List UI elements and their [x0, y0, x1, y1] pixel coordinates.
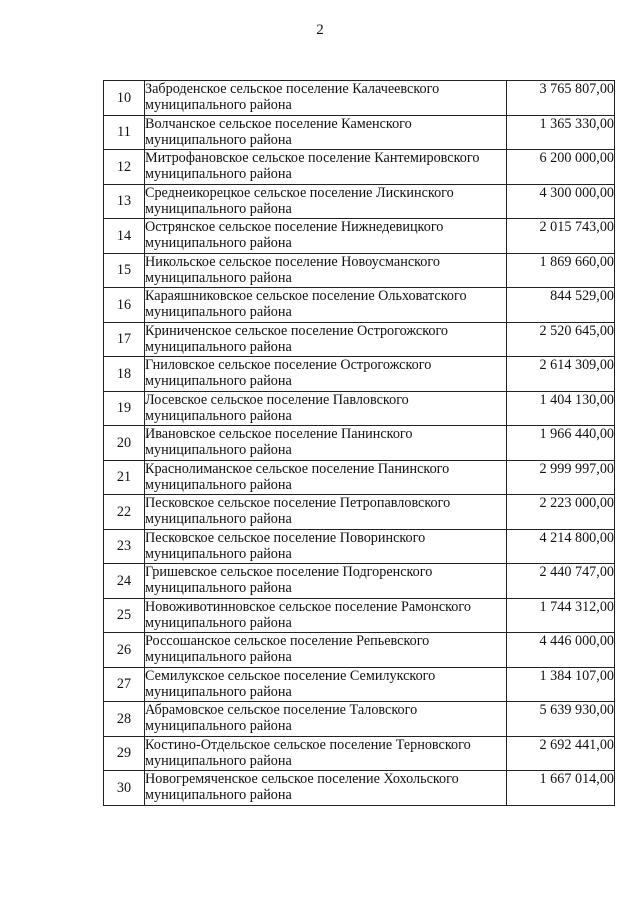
settlements-table [103, 80, 615, 806]
amount-value: 4 214 800,00 [507, 529, 615, 564]
row-number: 28 [104, 702, 145, 737]
amount-value: 2 440 747,00 [507, 564, 615, 599]
amount-value: 5 639 930,00 [507, 702, 615, 737]
table-row [104, 184, 615, 219]
row-number: 10 [104, 81, 145, 116]
row-number: 26 [104, 633, 145, 668]
row-number: 15 [104, 253, 145, 288]
settlement-name: Караяшниковское сельское поселение Ольховатского муниципального района [145, 288, 507, 323]
table-row [104, 253, 615, 288]
amount-value: 844 529,00 [507, 288, 615, 323]
row-number: 23 [104, 529, 145, 564]
table-row [104, 736, 615, 771]
settlement-name: Костино-Отдельское сельское поселение Терновского муниципального района [145, 736, 507, 771]
row-number: 30 [104, 771, 145, 806]
amount-value: 3 765 807,00 [507, 81, 615, 116]
settlement-name: Семилукское сельское поселение Семилукского муниципального района [145, 667, 507, 702]
amount-value: 4 446 000,00 [507, 633, 615, 668]
settlement-name: Абрамовское сельское поселение Таловского муниципального района [145, 702, 507, 737]
amount-value: 4 300 000,00 [507, 184, 615, 219]
table-body [104, 81, 615, 806]
settlement-name: Ивановское сельское поселение Панинского муниципального района [145, 426, 507, 461]
table-row [104, 529, 615, 564]
amount-value: 1 869 660,00 [507, 253, 615, 288]
settlement-name: Среднеикорецкое сельское поселение Лискинского муниципального района [145, 184, 507, 219]
row-number: 18 [104, 357, 145, 392]
table-row [104, 667, 615, 702]
row-number: 16 [104, 288, 145, 323]
settlement-name: Волчанское сельское поселение Каменского муниципального района [145, 115, 507, 150]
table-row [104, 322, 615, 357]
row-number: 29 [104, 736, 145, 771]
amount-value: 1 404 130,00 [507, 391, 615, 426]
settlement-name: Острянское сельское поселение Нижнедевицкого муниципального района [145, 219, 507, 254]
row-number: 24 [104, 564, 145, 599]
row-number: 19 [104, 391, 145, 426]
settlement-name: Краснолиманское сельское поселение Панинского муниципального района [145, 460, 507, 495]
row-number: 27 [104, 667, 145, 702]
table-row [104, 598, 615, 633]
settlement-name: Гришевское сельское поселение Подгоренского муниципального района [145, 564, 507, 599]
row-number: 12 [104, 150, 145, 185]
settlement-name: Гниловское сельское поселение Острогожского муниципального района [145, 357, 507, 392]
row-number: 13 [104, 184, 145, 219]
table-row [104, 357, 615, 392]
table-row [104, 702, 615, 737]
settlement-name: Лосевское сельское поселение Павловского муниципального района [145, 391, 507, 426]
table-row [104, 633, 615, 668]
amount-value: 2 015 743,00 [507, 219, 615, 254]
row-number: 11 [104, 115, 145, 150]
row-number: 21 [104, 460, 145, 495]
page-number: 2 [316, 22, 324, 38]
table-row [104, 219, 615, 254]
row-number: 17 [104, 322, 145, 357]
table-row [104, 426, 615, 461]
amount-value: 2 999 997,00 [507, 460, 615, 495]
row-number: 14 [104, 219, 145, 254]
amount-value: 1 365 330,00 [507, 115, 615, 150]
settlement-name: Песковское сельское поселение Поворинского муниципального района [145, 529, 507, 564]
amount-value: 1 667 014,00 [507, 771, 615, 806]
amount-value: 6 200 000,00 [507, 150, 615, 185]
table-row [104, 115, 615, 150]
table-row [104, 495, 615, 530]
table-row [104, 150, 615, 185]
row-number: 20 [104, 426, 145, 461]
settlement-name: Новогремяченское сельское поселение Хохольского муниципального района [145, 771, 507, 806]
settlement-name: Криниченское сельское поселение Острогожского муниципального района [145, 322, 507, 357]
amount-value: 1 384 107,00 [507, 667, 615, 702]
settlement-name: Россошанское сельское поселение Репьевского муниципального района [145, 633, 507, 668]
table-row [104, 81, 615, 116]
table-row [104, 460, 615, 495]
row-number: 22 [104, 495, 145, 530]
amount-value: 2 692 441,00 [507, 736, 615, 771]
settlement-name: Забродeнское сельское поселение Калачеевского муниципального района [145, 81, 507, 116]
settlement-name: Новоживотинновское сельское поселение Рамонского муниципального района [145, 598, 507, 633]
amount-value: 2 520 645,00 [507, 322, 615, 357]
amount-value: 1 744 312,00 [507, 598, 615, 633]
table-row [104, 564, 615, 599]
table-row [104, 391, 615, 426]
table-row [104, 771, 615, 806]
settlement-name: Никольское сельское поселение Новоусманского муниципального района [145, 253, 507, 288]
amount-value: 1 966 440,00 [507, 426, 615, 461]
table-row [104, 288, 615, 323]
settlement-name: Митрофановское сельское поселение Кантемировского муниципального района [145, 150, 507, 185]
settlement-name: Песковское сельское поселение Петропавловского муниципального района [145, 495, 507, 530]
amount-value: 2 223 000,00 [507, 495, 615, 530]
amount-value: 2 614 309,00 [507, 357, 615, 392]
row-number: 25 [104, 598, 145, 633]
